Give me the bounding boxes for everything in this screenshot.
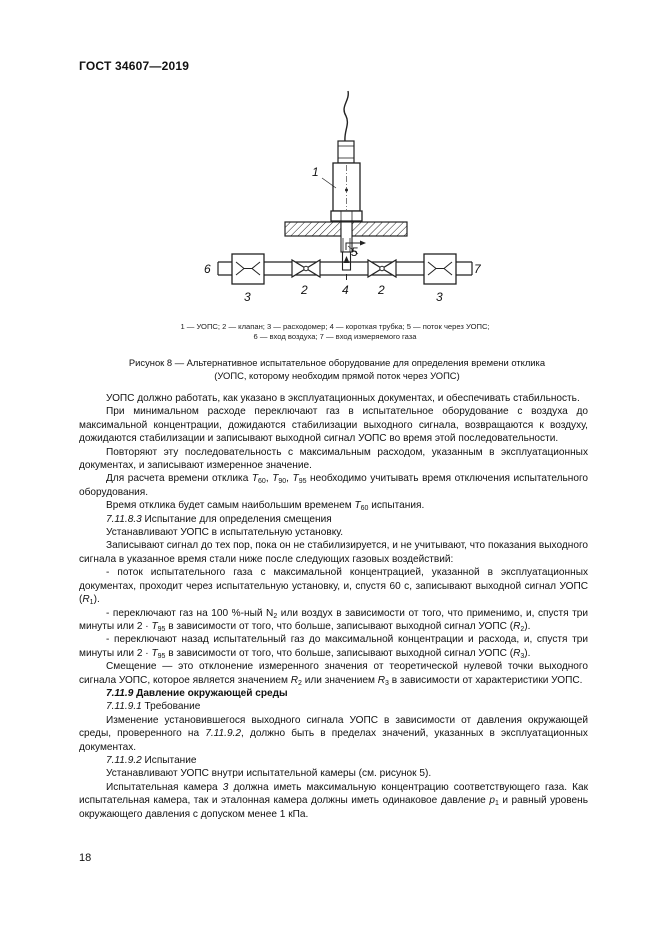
caption-line-2: (УОПС, которому необходим прямой поток через УОПС): [214, 370, 460, 381]
legend-line-2: 6 — вход воздуха; 7 — вход измеряемого газа: [253, 332, 417, 341]
section-heading: 7.11.9.1 Требование: [106, 701, 201, 713]
section-heading: 7.11.9.2 Испытание: [106, 754, 197, 766]
paragraph: Повторяют эту последовательность с максимальным расходом, указанным в эксплуатационных документах, и записывают измеренное значение.: [79, 446, 588, 472]
list-item: - переключают газ на 100 %-ный $N_2$ или воздух в зависимости от того, что применимо, и, спустя три минуты или $2 \cdot T_{95}$ в зависимости от того, что больше, записывают выходной сигнал УОПС $(R_2)$.: [79, 607, 588, 633]
paragraph: Устанавливают УОПС внутри испытательной камеры (см. рисунок 5).: [106, 768, 432, 780]
document-header: ГОСТ 34607—2019: [79, 59, 190, 73]
paragraph: Записывают сигнал до тех пор, пока он не стабилизируется, и не учитывают, что показания выходного сигнала в указанное время стали ниже после следующих газовых воздействий:: [79, 540, 589, 565]
paragraph: Для расчета времени отклика $T_{60}$, $T_{90}$, $T_{95}$ необходимо учитывать время отключения испытательного оборудования.: [79, 473, 589, 498]
mounting-plate-right: [352, 222, 407, 236]
paragraph: Устанавливают УОПС в испытательную установку.: [106, 527, 344, 539]
test-setup-schematic: [200, 86, 490, 306]
caption-line-1: Рисунок 8 — Альтернативное испытательное оборудование для определения времени отклика: [128, 357, 546, 368]
body-text: [79, 392, 588, 821]
figure-legend: [100, 322, 570, 342]
page-number: 18: [79, 852, 92, 864]
sensor-cap: [338, 141, 354, 163]
label-3-left: 3: [244, 290, 251, 304]
list-item: - переключают назад испытательный газ до максимальной концентрации и расхода, и, спустя три минуты или $2 \cdot T_{95}$ в зависимости от того, что больше, записывают выходной сигнал УОПС $(R_3)$.: [79, 634, 588, 660]
mounting-plate-left: [285, 222, 341, 236]
sensor-cable: [344, 91, 348, 141]
sensor-nut: [331, 211, 362, 221]
legend-line-1: 1 — УОПС; 2 — клапан; 3 — расходомер; 4 — короткая трубка; 5 — поток через УОПС;: [180, 322, 490, 331]
paragraph: Смещение — это отклонение измеренного значения от теоретической нулевой точки выходного сигнала УОПС, которое является значением $R_2$ или значением $R_3$ в зависимости от характеристики УОПС.: [79, 661, 588, 687]
label-4: 4: [342, 283, 349, 297]
figure-8-diagram: [200, 86, 490, 306]
label-2-right: 2: [378, 283, 385, 297]
label-7: 7: [474, 262, 481, 276]
list-item: - поток испытательного газа с максимальной концентрацией, указанной в эксплуатационных документах, проходит через испытательную установку, и, спустя 60 с, записывают выходной сигнал УОПС $(R_1)$.: [79, 567, 588, 607]
paragraph: Время отклика будет самым наибольшим временем $T_{60}$ испытания.: [106, 500, 425, 513]
label-1: 1: [312, 165, 319, 179]
section-heading: 7.11.9 Давление окружающей среды: [106, 687, 288, 699]
paragraph: Изменение установившегося выходного сигнала УОПС в зависимости от давления окружающей среды, проверенного на 7.11.9.2, должно быть в пределах значений, указанных в эксплуатационных документах.: [79, 714, 588, 753]
paragraph: Испытательная камера 3 должна иметь максимальную концентрацию соответствующего газа. Как испытательная камера, так и эталонная камера должны иметь одинаковое давление $p_1$ и равный уровень окружающего давления с допуском менее 1 кПа.: [79, 781, 589, 820]
label-2-left: 2: [301, 283, 308, 297]
section-heading: 7.11.8.3 Испытание для определения смещения: [106, 513, 332, 525]
label-6: 6: [204, 262, 211, 276]
paragraph: УОПС должно работать, как указано в эксплуатационных документах, и обеспечивать стабильность.: [106, 393, 580, 404]
figure-caption: [79, 356, 595, 382]
label-3-right: 3: [436, 290, 443, 304]
paragraph: При минимальном расходе переключают газ в испытательное оборудование с воздуха до максимальной концентрации, дожидаются стабилизации выходного сигнала, возвращаются к воздуху, дожидаются стабилизации и записывают выходной сигнал УОПС во время этой последовательности.: [79, 406, 588, 445]
label-5: 5: [351, 245, 358, 259]
